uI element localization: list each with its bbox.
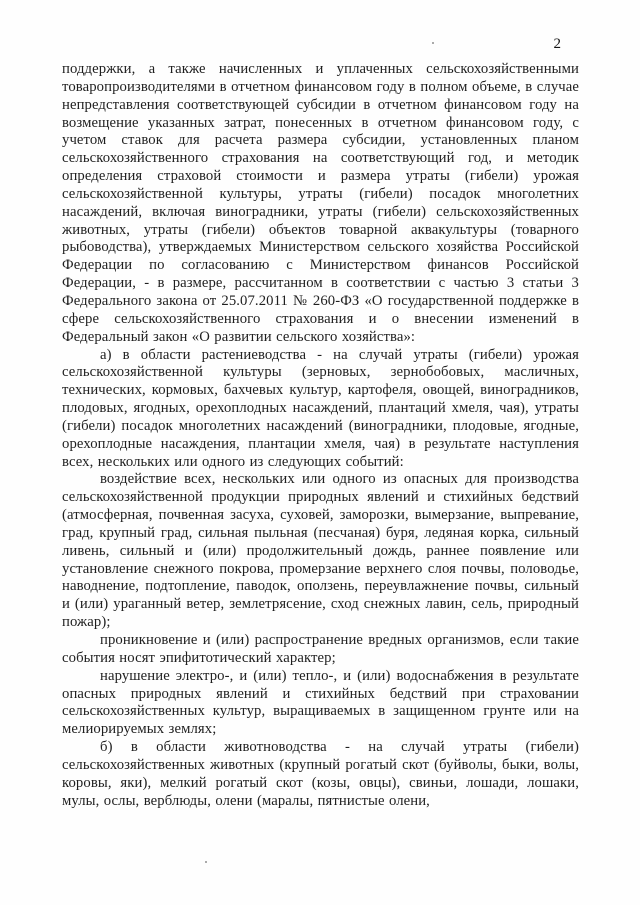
- paragraph: проникновение и (или) распространение вредных организмов, если такие события носят эпифитотический характер;: [62, 632, 579, 666]
- paragraph: поддержки, а также начисленных и уплаченных сельскохозяйственными товаропроизводителями в отчетном финансовом году в полном объеме, в случае непредставления соответствующей субсидии в отчетном финансовом году на возмещение указанных затрат, понесенных в отчетном финансовом году, с учетом ставок для расчета размера субсидии, установленных планом сельскохозяйственного страхования на соответствующий год, и методик определения страховой стоимости и размера утраты (гибели) урожая сельскохозяйственной культуры, утраты (гибели) посадок многолетних насаждений, включая виноградники, утраты (гибели) сельскохозяйственных животных, утраты (гибели) объектов товарной аквакультуры (товарного рыбоводства), утверждаемых Министерством сельского хозяйства Российской Федерации по согласованию с Министерством финансов Российской Федерации, - в размере, рассчитанном в соответствии с частью 3 статьи 3 Федерального закона от 25.07.2011 № 260-ФЗ «О государственной поддержке в сфере сельскохозяйственного страхования и о внесении изменений в Федеральный закон «О развитии сельского хозяйства»:: [62, 61, 579, 345]
- page-number: 2: [553, 36, 561, 52]
- paragraph: нарушение электро-, и (или) тепло-, и (или) водоснабжения в результате опасных природных явлений и стихийных бедствий при страховании сельскохозяйственных культур, выращиваемых в защищенном грунте или на мелиорируемых землях;: [62, 667, 579, 738]
- paragraph: воздействие всех, нескольких или одного из опасных для производства сельскохозяйственной продукции природных явлений и стихийных бедствий (атмосферная, почвенная засуха, суховей, заморозки, вымерзание, выпревание, град, крупный град, сильная пыльная (песчаная) буря, ледяная корка, сильный ливень, сильный и (или) продолжительный дождь, раннее появление или установление снежного покрова, промерзание верхнего слоя почвы, половодье, наводнение, подтопление, паводок, оползень, переувлажнение почвы, сильный и (или) ураганный ветер, землетрясение, сход снежных лавин, сель, природный пожар);: [62, 471, 579, 631]
- paragraph: б) в области животноводства - на случай утраты (гибели) сельскохозяйственных животных (крупный рогатый скот (буйволы, быки, волы, коровы, яки), мелкий рогатый скот (козы, овцы), свиньи, лошади, лошаки, мулы, ослы, верблюды, олени (маралы, пятнистые олени,: [62, 739, 579, 809]
- scan-artifact-dot: [205, 861, 207, 863]
- document-body-text: [62, 61, 579, 810]
- scan-artifact-dot: [432, 42, 434, 44]
- paragraph: а) в области растениеводства - на случай утраты (гибели) урожая сельскохозяйственной культуры (зерновых, зернобобовых, масличных, технических, кормовых, бахчевых культур, картофеля, овощей, виноградников, плодовых, ягодных, орехоплодных насаждений, плантаций хмеля, чая), утраты (гибели) посадок многолетних насаждений (виноградники, плодовые, ягодные, орехоплодные насаждения, плантации хмеля, чая) в результате наступления всех, нескольких или одного из следующих событий:: [62, 346, 579, 470]
